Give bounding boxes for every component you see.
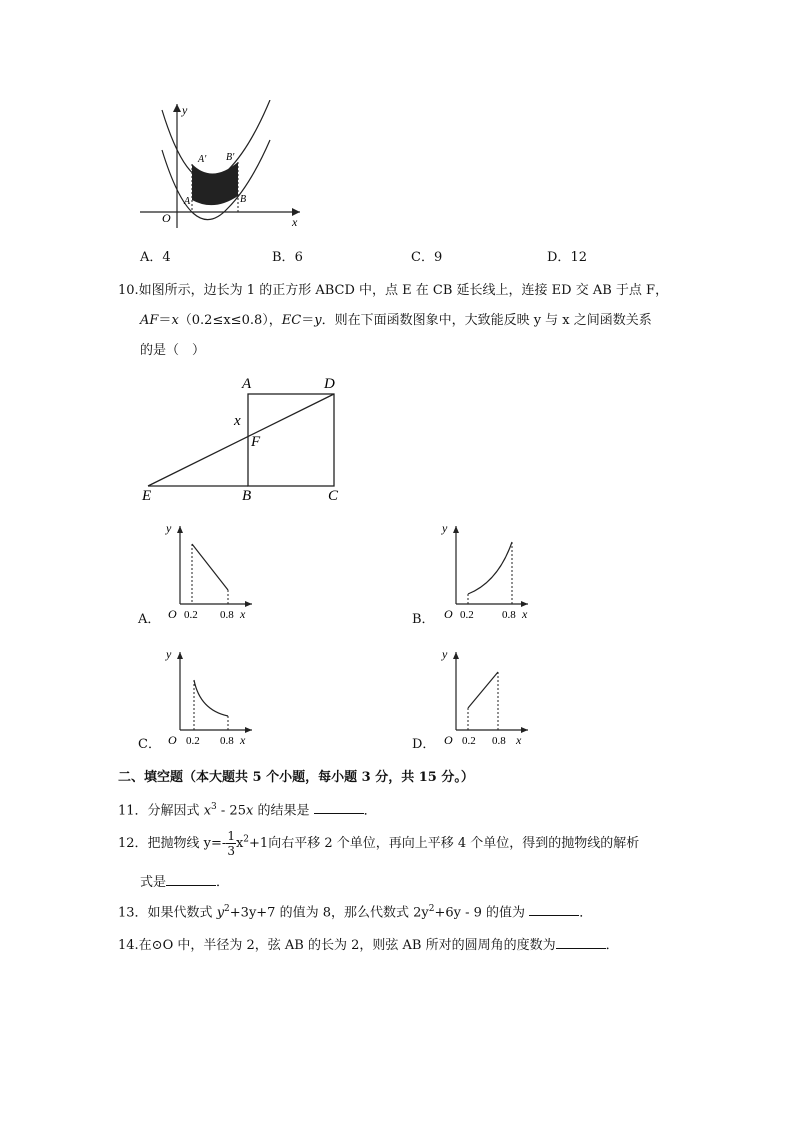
graph-b-t1: 0.2 xyxy=(460,609,474,621)
q9-y-label: y xyxy=(182,103,188,117)
graph-c-t2: 0.8 xyxy=(220,735,234,747)
graph-c[interactable] xyxy=(160,644,260,748)
q10-line-1: 10.如图所示，边长为 1 的正方形 ABCD 中，点 E 在 CB 延长线上，连接 ED 交 AB 于点 F， xyxy=(118,283,669,298)
section-2-title: 二、填空题（本大题共 5 个小题，每小题 3 分，共 15 分。） xyxy=(118,770,474,785)
graph-a-o: O xyxy=(168,607,177,621)
label-e: E xyxy=(142,488,152,504)
graph-d-o: O xyxy=(444,733,453,747)
label-x: x xyxy=(234,413,241,429)
graph-d-x: x xyxy=(516,733,522,747)
question-14: 14.在⊙O 中，半径为 2，弦 AB 的长为 2，则弦 AB 所对的圆周角的度数为 ． xyxy=(118,938,619,953)
question-11: 11．分解因式 $x^3 - 25x$ 的结果是 ． xyxy=(118,802,377,819)
q9-option-b: B．6 xyxy=(272,250,303,265)
graph-a-y: y xyxy=(166,521,172,535)
graph-c-o: O xyxy=(168,733,177,747)
graph-c-t1: 0.2 xyxy=(186,735,200,747)
shaded-region xyxy=(192,162,238,205)
graph-c-letter[interactable]: C． xyxy=(138,737,161,752)
q12-fraction: $\frac{1}{3}$ xyxy=(227,829,235,858)
graph-b-x: x xyxy=(522,607,528,621)
q9-option-c: C．9 xyxy=(411,250,443,265)
graph-d-t2: 0.8 xyxy=(492,735,506,747)
q11-answer-blank[interactable] xyxy=(314,803,364,814)
q9-x-label: x xyxy=(292,215,298,229)
graph-d[interactable] xyxy=(436,644,536,748)
question-12: 12．把抛物线 y=- $\frac{1}{3}$ $x^2+1$向右平移 2 个单位，再向上平移 4 个单位，得到的抛物线的解析 xyxy=(118,829,640,858)
q9-label-b-top: B' xyxy=(226,152,235,163)
question-13: 13．如果代数式 $y^2+3y+7$ 的值为 8，那么代数式 $2y^2+6y - 9$ 的值为 ． xyxy=(118,904,593,921)
q9-figure xyxy=(140,100,310,230)
label-a: A xyxy=(242,376,252,392)
graph-d-curve xyxy=(468,672,498,708)
graph-b-curve xyxy=(468,542,512,594)
graph-a-curve xyxy=(192,544,228,590)
q9-label-a-top: A' xyxy=(198,154,207,165)
graph-b-t2: 0.8 xyxy=(502,609,516,621)
graph-b-o: O xyxy=(444,607,453,621)
q9-origin: O xyxy=(162,211,171,225)
graph-a-t2: 0.8 xyxy=(220,609,234,621)
graph-b[interactable] xyxy=(436,518,536,622)
label-c: C xyxy=(328,488,339,504)
q9-option-d: D．12 xyxy=(547,250,587,265)
graph-b-letter[interactable]: B． xyxy=(412,612,435,627)
q9-label-a-bot: A xyxy=(184,196,191,207)
label-b: B xyxy=(242,488,252,504)
q10-square-figure xyxy=(138,372,348,504)
q12-answer-blank[interactable] xyxy=(166,875,216,886)
graph-a-x: x xyxy=(240,607,246,621)
graph-b-y: y xyxy=(442,521,448,535)
graph-d-t1: 0.2 xyxy=(462,735,476,747)
graph-c-y: y xyxy=(166,647,172,661)
label-f: F xyxy=(251,434,261,450)
graph-d-y: y xyxy=(442,647,448,661)
q10-line-3: 的是（ ） xyxy=(140,343,206,358)
graph-d-letter[interactable]: D． xyxy=(412,737,436,752)
q13-answer-blank[interactable] xyxy=(529,905,579,916)
graph-a-t1: 0.2 xyxy=(184,609,198,621)
q10-line-2: AF＝x（0.2≤x≤0.8），EC＝y．则在下面函数图象中，大致能反映 y 与 x 之间函数关系 xyxy=(140,313,652,328)
upper-parabola xyxy=(162,100,270,181)
question-12-line-2: 式是 ． xyxy=(140,875,230,890)
label-d: D xyxy=(324,376,335,392)
graph-a[interactable] xyxy=(160,518,260,622)
graph-c-curve xyxy=(194,680,228,716)
q14-answer-blank[interactable] xyxy=(556,938,606,949)
q9-option-a: A．4 xyxy=(140,250,171,265)
graph-a-letter[interactable]: A． xyxy=(138,612,161,627)
q9-label-b-bot: B xyxy=(240,194,247,205)
graph-c-x: x xyxy=(240,733,246,747)
